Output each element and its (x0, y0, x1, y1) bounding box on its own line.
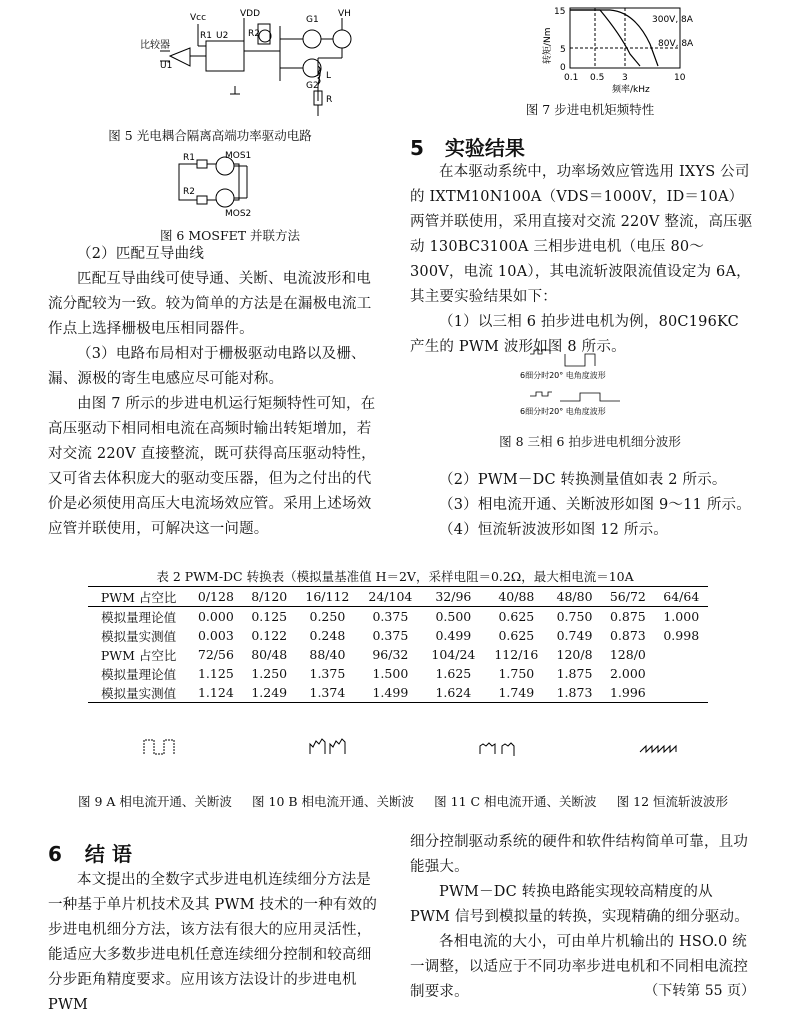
fig9-wave (144, 740, 174, 754)
fig7-xtick-2: 3 (622, 73, 628, 83)
table-cell: 88/40 (309, 647, 346, 662)
fig7-curve-80v (570, 10, 640, 66)
table-cell: 104/24 (431, 647, 476, 662)
table-cell (655, 683, 708, 703)
table-cell: 24/104 (368, 589, 413, 604)
table-cell: 1.625 (435, 666, 472, 681)
result-item-4: （4）恒流斩波波形如图 12 所示。 (439, 522, 668, 538)
table-cell: 1.375 (309, 666, 346, 681)
table-row (88, 626, 708, 645)
fig7-ylabel: 转矩/Nm (543, 27, 553, 64)
table-cell: 0.122 (251, 628, 288, 643)
table-cell: 0.499 (435, 628, 472, 643)
table-cell: 128/0 (609, 647, 646, 662)
fig6-label-mos2: MOS2 (225, 209, 252, 219)
fig7-curve-label-300v: 300V, 8A (652, 15, 693, 25)
left-paragraph-3: （3）电路布局相对于栅极驱动电路以及栅、漏、源极的寄生电感应尽可能对称。 (48, 346, 366, 387)
table-row (88, 683, 708, 703)
table-cell: 0.998 (663, 628, 700, 643)
fig7-caption: 图 7 步进电机矩频特性 (525, 102, 655, 117)
table-cell: 1.875 (556, 666, 593, 681)
conclusion-right-paragraph-2: PWM－DC 转换电路能实现较高精度的从 PWM 信号到模拟量的转换，实现精确的细分驱动。 (410, 884, 749, 925)
table-row (88, 587, 708, 607)
table-cell: 40/88 (498, 589, 535, 604)
table-cell: 0.749 (556, 628, 593, 643)
fig5-label-g2: G2 (306, 81, 319, 91)
fig7-xtick-0: 0.1 (564, 73, 579, 83)
table-cell: 0.625 (498, 628, 535, 643)
table-cell: 0.250 (309, 609, 346, 624)
fig9-caption: 图 9 A 相电流开通、关断波 (78, 794, 232, 809)
fig5-label-vcc: Vcc (190, 13, 207, 23)
fig5-label-comp: 比较器 (140, 40, 170, 51)
table-cell: 1.996 (609, 685, 646, 700)
fig6-caption: 图 6 MOSFET 并联方法 (159, 228, 301, 243)
table-cell (655, 664, 708, 683)
table-cell: 1.000 (663, 609, 700, 624)
table-cell: 0.625 (498, 609, 535, 624)
fig6-label-mos1: MOS1 (225, 151, 252, 161)
table-cell: 1.873 (556, 685, 593, 700)
fig5-label-vh: VH (338, 9, 351, 19)
table-cell: 1.374 (309, 685, 346, 700)
table-cell: PWM 占空比 (100, 647, 177, 663)
section5-heading (410, 132, 525, 161)
fig5-label-r: R (326, 95, 333, 105)
fig5-label-u1: U1 (160, 61, 173, 71)
table-row (88, 607, 708, 627)
table-cell: 16/112 (305, 589, 350, 604)
conclusion-right-paragraph-1: 细分控制驱动系统的硬件和软件结构简单可靠，且功能强大。 (410, 834, 749, 875)
table-cell: 0.873 (609, 628, 646, 643)
fig5-caption: 图 5 光电耦合隔离高端功率驱动电路 (108, 128, 312, 143)
table-cell: 0/128 (197, 589, 234, 604)
result-item-3: （3）相电流开通、关断波形如图 9～11 所示。 (439, 497, 751, 513)
section6-title: 结 语 (84, 842, 132, 866)
fig7-xlabel: 频率/kHz (612, 85, 650, 94)
table-cell: 1.124 (197, 685, 234, 700)
left-column-body (48, 242, 383, 542)
fig8-label-1: 6细分时20° 电角度波形 (520, 371, 606, 380)
fig7-xtick-1: 0.5 (590, 73, 605, 83)
table-cell: 2.000 (609, 666, 646, 681)
fig10-wave (310, 739, 345, 754)
left-paragraph-4: 由图 7 所示的步进电机运行矩频特性可知，在高压驱动下相同相电流在高频时输出转矩增加，若对交流 220V 直接整流，既可获得高压驱动特性，又可省去体积庞大的驱动变压器，但为之付出的代价是必须使用高压大电流场效应管。采用上述场效应管并联使用，可解决这一问题。 (48, 396, 376, 537)
table-cell: 模拟量理论值 (101, 609, 177, 625)
table-row (88, 664, 708, 683)
left-paragraph-1: （2）匹配互导曲线 (77, 246, 205, 262)
wave-captions (78, 792, 728, 810)
table-cell: 120/8 (556, 647, 593, 662)
table-cell: 8/120 (251, 589, 288, 604)
table-cell: 80/48 (251, 647, 288, 662)
fig12-caption: 图 12 恒流斩波波形 (616, 794, 728, 809)
table-cell: 0.875 (609, 609, 646, 624)
table-cell: 96/32 (372, 647, 409, 662)
section5-num: 5 (410, 136, 424, 160)
fig6-circuit (175, 150, 285, 220)
fig5-label-u2: U2 (216, 31, 229, 41)
fig11-caption: 图 11 C 相电流开通、关断波 (434, 794, 597, 809)
fig5-label-vdd: VDD (240, 9, 261, 19)
table-cell: 1.749 (498, 685, 535, 700)
fig5-label-l: L (326, 71, 332, 81)
result-item-2: （2）PWM－DC 转换测量值如表 2 所示。 (439, 472, 727, 488)
fig7-ytick-15: 15 (554, 7, 566, 17)
fig5-label-r2: R2 (248, 29, 260, 39)
table-cell: 0.248 (309, 628, 346, 643)
table-cell: 1.624 (435, 685, 472, 700)
right-column-results (410, 468, 755, 543)
table-cell: 64/64 (663, 589, 700, 604)
fig7-curve-300v (570, 10, 658, 66)
fig9-12-waveforms (130, 732, 710, 762)
fig5-label-g1: G1 (306, 15, 319, 25)
table-cell: 0.375 (372, 628, 409, 643)
fig7-ytick-0: 0 (560, 63, 566, 73)
table-cell: 0.000 (197, 609, 234, 624)
table-cell: 56/72 (609, 589, 646, 604)
fig10-caption: 图 10 B 相电流开通、关断波 (252, 794, 415, 809)
fig8-waveform (520, 346, 650, 416)
table-cell: 112/16 (494, 647, 539, 662)
conclusion-left (48, 868, 383, 1018)
fig6-label-r1: R1 (183, 153, 195, 163)
fig5-label-r1: R1 (200, 31, 212, 41)
table-cell: 0.375 (372, 609, 409, 624)
table-cell: 模拟量实测值 (101, 685, 177, 701)
right-paragraph-2: （1）以三相 6 拍步进电机为例，80C196KC 产生的 PWM 波形如图 8 所示。 (410, 314, 739, 355)
right-column-section5 (410, 160, 755, 360)
table-cell: 1.250 (251, 666, 288, 681)
fig8-caption: 图 8 三相 6 拍步进电机细分波形 (499, 434, 681, 449)
table-cell: 1.125 (197, 666, 234, 681)
table-cell: 1.499 (372, 685, 409, 700)
table-cell: 1.249 (251, 685, 288, 700)
fig8-label-2: 6细分时20° 电角度波形 (520, 407, 606, 416)
table-cell: PWM 占空比 (100, 589, 177, 605)
fig7-chart (540, 4, 720, 94)
table-cell: 0.750 (556, 609, 593, 624)
right-paragraph-1: 在本驱动系统中，功率场效应管选用 IXYS 公司的 IXTM10N100A（VDS＝1000V，ID＝10A）两管并联使用，采用直接对交流 220V 整流，高压驱动 130BC3100A 三相步进电机（电压 80～300V，电流 10A），其电流斩波限流值设定为 6A，其主要实验结果如下： (410, 164, 753, 305)
table2 (88, 586, 708, 703)
table-cell: 32/96 (435, 589, 472, 604)
fig12-wave (640, 746, 676, 752)
fig5-circuit (140, 6, 390, 124)
section6-num: 6 (48, 842, 62, 866)
table-cell: 1.500 (372, 666, 409, 681)
table-cell: 48/80 (556, 589, 593, 604)
conclusion-right (410, 830, 755, 1000)
table2-title: 表 2 PWM-DC 转换表（模拟量基准值 H＝2V，采样电阻＝0.2Ω，最大相电流＝10A (156, 569, 634, 584)
table-cell: 0.003 (197, 628, 234, 643)
fig7-curve-label-80v: 80V, 8A (658, 39, 694, 49)
section6-heading (48, 838, 132, 867)
conclusion-left-paragraph: 本文提出的全数字式步进电机连续细分方法是一种基于单片机技术及其 PWM 技术的一种有效的步进电机细分方法，该方法有很大的应用灵活性，能适应大多数步进电机任意连续细分控制和较高细分步距角精度要求。应用该方法设计的步进电机 PWM (48, 872, 378, 1013)
fig6-label-r2: R2 (183, 187, 195, 197)
table-row (88, 645, 708, 664)
fig7-xtick-3: 10 (674, 73, 686, 83)
conclusion-right-paragraph-3: 各相电流的大小，可由单片机输出的 HSO.0 统一调整，以适应于不同功率步进电机和不同相电流控制要求。 (410, 934, 749, 1000)
fig7-ytick-5: 5 (560, 45, 566, 55)
table-cell (655, 645, 708, 664)
table-cell: 模拟量实测值 (101, 628, 177, 644)
table-cell: 0.125 (251, 609, 288, 624)
table-cell: 1.750 (498, 666, 535, 681)
table-cell: 72/56 (197, 647, 234, 662)
table-cell: 0.500 (435, 609, 472, 624)
table-cell: 模拟量理论值 (101, 666, 177, 682)
section5-title: 实验结果 (444, 136, 525, 160)
fig11-wave (480, 743, 514, 756)
left-paragraph-2: 匹配互导曲线可使导通、关断、电流波形和电流分配较为一致。较为简单的方法是在漏极电流工作点上选择栅极电压相同器件。 (48, 271, 372, 337)
continued-note: （下转第 55 页） (644, 983, 755, 999)
